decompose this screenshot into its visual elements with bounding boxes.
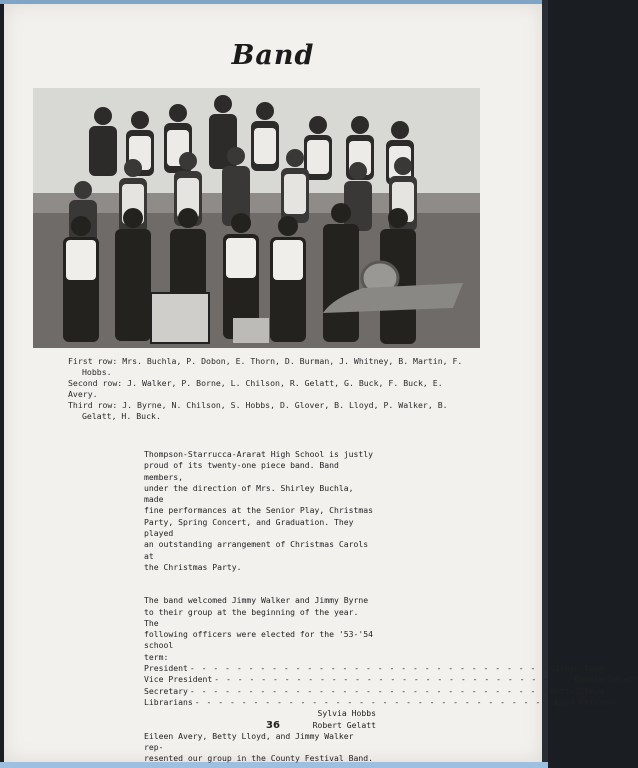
text-line: Thompson-Starrucca-Ararat High School is justly <box>144 449 374 459</box>
text-line: an outstanding arrangement of Christmas Carols at <box>144 539 369 561</box>
yearbook-page <box>4 4 638 764</box>
caption-first-row-cont: Hobbs. <box>82 367 112 377</box>
officer-name: Betty Lloyd <box>550 685 604 696</box>
officer-name: Loyd Chilson <box>554 696 614 707</box>
text-line: term: <box>144 651 169 662</box>
text-line: following officers were elected for the '53-'54 school <box>144 629 374 651</box>
page-title: Band <box>231 40 315 71</box>
scan-right-edge <box>542 0 548 768</box>
officer-secretary: Secretary - - - - - - - - - - - - - - - - - - - - - - - - - - - - - - - Betty Lloyd <box>144 685 604 696</box>
text-line: resented our group in the County Festival Band. <box>144 753 374 764</box>
text-line: proud of its twenty-one piece band. Band members, <box>144 460 339 482</box>
text-line: under the direction of Mrs. Shirley Buchla, made <box>144 482 354 505</box>
officer-role: President <box>144 663 188 674</box>
band-photo-illustration <box>33 88 480 348</box>
officer-name: Girdon Buck <box>550 663 604 674</box>
caption-first-row: First row: Mrs. Buchla, P. Dobon, E. Thorn, D. Burman, J. Whitney, B. Martin, F. <box>68 356 463 366</box>
text-line: to their group at the beginning of the year. The <box>144 606 359 628</box>
officer-president: President - - - - - - - - - - - - - - - - - - - - - - - - - - - - - - - Girdon Buck <box>144 663 604 674</box>
caption-second-row: Second row: J. Walker, P. Borne, L. Chilson, R. Gelatt, G. Buck, F. Buck, E. Avery. <box>68 378 443 399</box>
officer-role: Librarians <box>144 696 193 707</box>
page-number: 36 <box>266 720 280 731</box>
text-line: Eileen Avery, Betty Lloyd, and Jimmy Walker rep- <box>144 730 354 753</box>
text-line: Party, Spring Concert, and Graduation. They played <box>144 516 354 539</box>
caption-third-row: Third row: J. Byrne, N. Chilson, S. Hobbs, D. Glover, B. Lloyd, P. Walker, B. <box>68 400 448 410</box>
officer-librarians: Librarians - - - - - - - - - - - - - - - - - - - - - - - - - - - - - - - Loyd Chilson <box>144 696 614 707</box>
article-body <box>144 449 638 765</box>
officer-role: Vice President <box>144 674 213 685</box>
librarian-name: Sylvia Hobbs <box>317 708 376 719</box>
librarian-name: Robert Gelatt <box>312 719 376 730</box>
paragraph-band-intro <box>144 449 376 573</box>
officer-vice-president: Vice President - - - - - - - - - - - - - - - - - - - - - - - - - - - - - - - Bonnie Gelatt <box>144 674 638 685</box>
photo-caption <box>68 356 468 422</box>
text-line: fine performances at the Senior Play, Christmas <box>144 505 374 516</box>
text-line: the Christmas Party. <box>144 561 242 572</box>
band-group-photo <box>33 88 480 348</box>
officer-role: Secretary <box>144 685 188 696</box>
caption-third-row-cont: Gelatt, H. Buck. <box>82 411 161 421</box>
paragraph-welcome <box>144 595 376 663</box>
officer-name: Bonnie Gelatt <box>574 674 638 685</box>
text-line: The band welcomed Jimmy Walker and Jimmy Byrne <box>144 595 369 606</box>
paragraph-festival <box>144 731 376 765</box>
